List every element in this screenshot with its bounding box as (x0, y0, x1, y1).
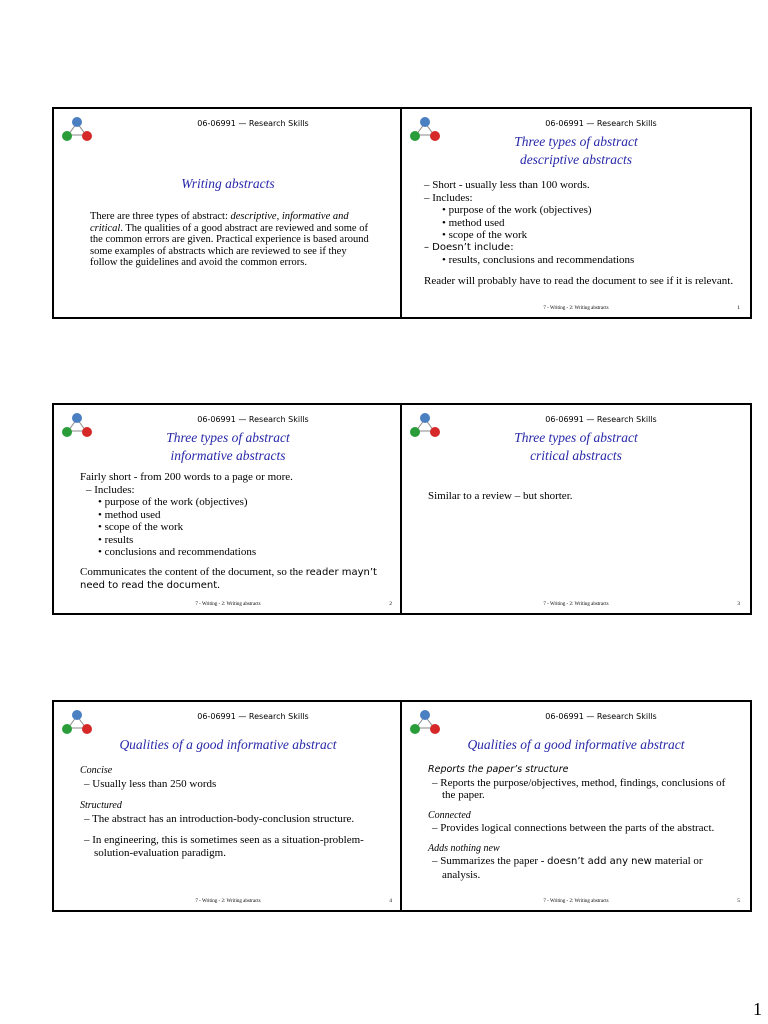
slide-5 (400, 700, 752, 912)
slide-2 (52, 403, 404, 615)
slide-0 (52, 107, 404, 319)
slide-header: 06-06991 — Research Skills (197, 119, 309, 128)
course-logo-icon (60, 115, 94, 145)
slide-title: Writing abstracts (181, 176, 275, 191)
slide-title: Qualities of a good informative abstract (467, 737, 685, 752)
slide-body: Reports the paper’s structure – Reports the purpose/objectives, method, findings, conclusions of the paper. Connected – Provides logical connections between the parts of the abstract. Adds nothing new – Summarizes the paper - doesn’t add any new material or analysis. (428, 764, 726, 881)
slide-body: – Short - usually less than 100 words. – Includes: • purpose of the work (objectives) • method used • scope of the work – Doesn’t include: • results, conclusions and recommendations Reader will probably have to read the document to see if it is relevant. (424, 179, 734, 287)
slide-title: Three types of abstract descriptive abstracts (514, 134, 638, 167)
slide-header: 06-06991 — Research Skills (545, 119, 657, 128)
page-number: 1 (753, 999, 762, 1019)
slide-title: Three types of abstract informative abstracts (166, 430, 290, 463)
slide-number: 5 (737, 898, 740, 904)
slide-4 (52, 700, 404, 912)
slide-header: 06-06991 — Research Skills (545, 415, 657, 424)
slide-body: Fairly short - from 200 words to a page or more. – Includes: • purpose of the work (objectives) • method used • scope of the work • results • conclusions and recommendations Communicates the content of the document, so the reader mayn’t need to read the document. (80, 471, 377, 591)
slide-body: Concise – Usually less than 250 words Structured – The abstract has an introduction-body-conclusion structure. – In engineering, this is sometimes seen as a situation-problem-solution-evaluation paradigm. (80, 765, 364, 859)
slide-3 (400, 403, 752, 615)
slide-footer: 7 - Writing - 2: Writing abstracts (195, 602, 261, 607)
slide-number: 2 (389, 601, 392, 607)
slide-body: Similar to a review – but shorter. (428, 490, 573, 502)
slide-header: 06-06991 — Research Skills (197, 712, 309, 721)
slide-1 (400, 107, 752, 319)
slide-header: 06-06991 — Research Skills (197, 415, 309, 424)
slide-title: Three types of abstract critical abstracts (514, 430, 638, 463)
slide-number: 3 (737, 601, 740, 607)
slide-footer: 7 - Writing - 2: Writing abstracts (543, 602, 609, 607)
course-logo-icon (408, 708, 442, 738)
slide-number: 4 (389, 898, 392, 904)
course-logo-icon (60, 708, 94, 738)
slide-footer: 7 - Writing - 2: Writing abstracts (543, 899, 609, 904)
slide-number: 1 (737, 305, 740, 311)
slide-footer: 7 - Writing - 2: Writing abstracts (543, 306, 609, 311)
slide-footer: 7 - Writing - 2: Writing abstracts (195, 899, 261, 904)
slide-body: There are three types of abstract: descriptive, informative and critical. The qualities of a good abstract are reviewed and some of the common errors are given. Practical experience is based around some examples of abstracts which are reviewed to see if they follow the guidelines and avoid the common errors. (90, 211, 369, 268)
slide-title: Qualities of a good informative abstract (119, 737, 337, 752)
slide-header: 06-06991 — Research Skills (545, 712, 657, 721)
